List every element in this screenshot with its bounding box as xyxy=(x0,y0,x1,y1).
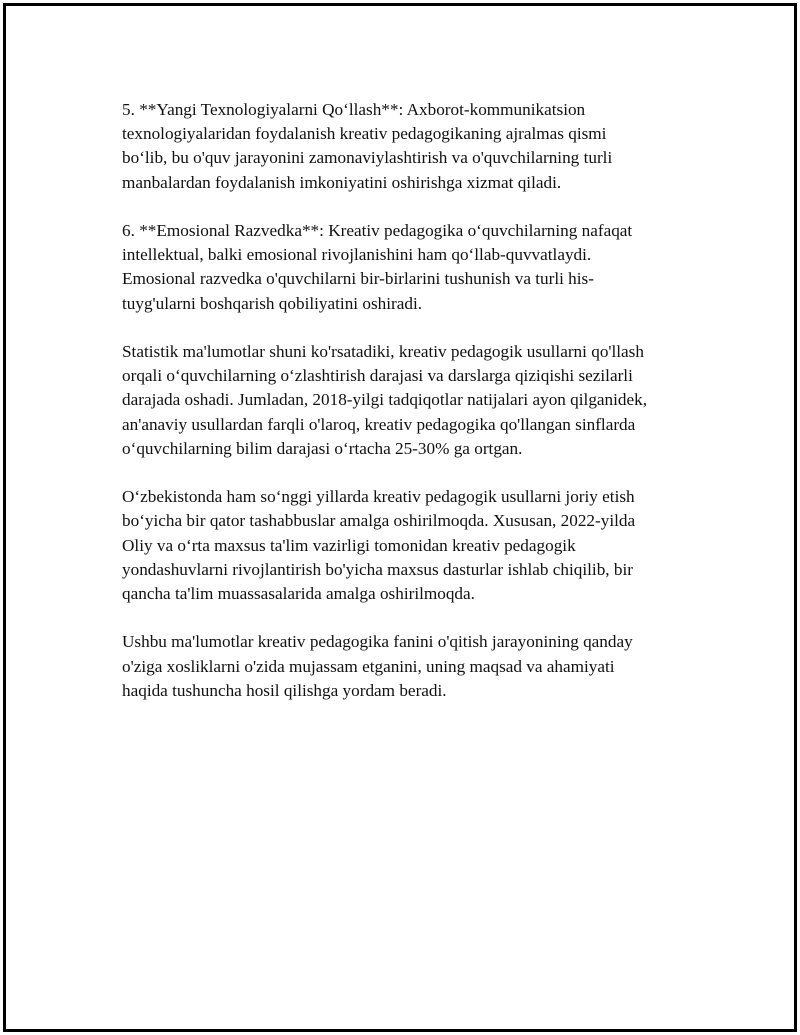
text-line: Emosional razvedka o'quvchilarni bir-birlarini tushunish va turli his- xyxy=(122,269,594,289)
text-line: bo‘lib, bu o'quv jarayonini zamonaviylashtirish va o'quvchilarning turli xyxy=(122,148,613,168)
paragraph-uzbekistan-initiatives xyxy=(122,485,700,606)
text-line: 5. **Yangi Texnologiyalarni Qo‘llash**: Axborot-kommunikatsion xyxy=(122,100,586,119)
paragraph-new-technologies xyxy=(122,98,700,195)
text-line: o‘quvchilarning bilim darajasi o‘rtacha 25-30% ga ortgan. xyxy=(122,438,523,458)
page-frame xyxy=(3,3,797,1032)
text-line: manbalardan foydalanish imkoniyatini oshirishga xizmat qiladi. xyxy=(122,172,562,192)
text-line: yondashuvlarni rivojlantirish bo'yicha maxsus dasturlar ishlab chiqilib, bir xyxy=(122,559,633,579)
paragraph-statistics xyxy=(122,340,700,461)
paragraph-conclusion xyxy=(122,630,700,703)
text-line: Statistik ma'lumotlar shuni ko'rsatadiki, kreativ pedagogik usullarni qo'llash xyxy=(122,342,644,361)
text-line: orqali o‘quvchilarning o‘zlashtirish darajasi va darslarga qiziqishi sezilarli xyxy=(122,366,633,386)
text-line: O‘zbekistonda ham so‘nggi yillarda kreativ pedagogik usullarni joriy etish xyxy=(122,487,635,507)
text-line: tuyg'ularni boshqarish qobiliyatini oshiradi. xyxy=(122,293,423,313)
text-line: intellektual, balki emosional rivojlanishini ham qo‘llab-quvvatlaydi. xyxy=(122,245,592,265)
text-line: darajada oshadi. Jumladan, 2018-yilgi tadqiqotlar natijalari ayon qilganidek, xyxy=(122,390,648,410)
document-body xyxy=(122,98,700,727)
text-line: o'ziga xosliklarni o'zida mujassam etganini, uning maqsad va ahamiyati xyxy=(122,656,615,676)
text-line: texnologiyalaridan foydalanish kreativ pedagogikaning ajralmas qismi xyxy=(122,124,607,144)
text-line: Ushbu ma'lumotlar kreativ pedagogika fanini o'qitish jarayonining qanday xyxy=(122,632,633,652)
text-line: bo‘yicha bir qator tashabbuslar amalga oshirilmoqda. Xususan, 2022-yilda xyxy=(122,511,636,531)
text-line: an'anaviy usullardan farqli o'laroq, kreativ pedagogika qo'llangan sinflarda xyxy=(122,414,636,434)
text-line: haqida tushuncha hosil qilishga yordam beradi. xyxy=(122,680,447,700)
text-line: qancha ta'lim muassasalarida amalga oshirilmoqda. xyxy=(122,584,475,604)
text-line: Oliy va o‘rta maxsus ta'lim vazirligi tomonidan kreativ pedagogik xyxy=(122,535,576,555)
text-line: 6. **Emosional Razvedka**: Kreativ pedagogika o‘quvchilarning nafaqat xyxy=(122,221,633,240)
paragraph-emotional-intelligence xyxy=(122,219,700,316)
